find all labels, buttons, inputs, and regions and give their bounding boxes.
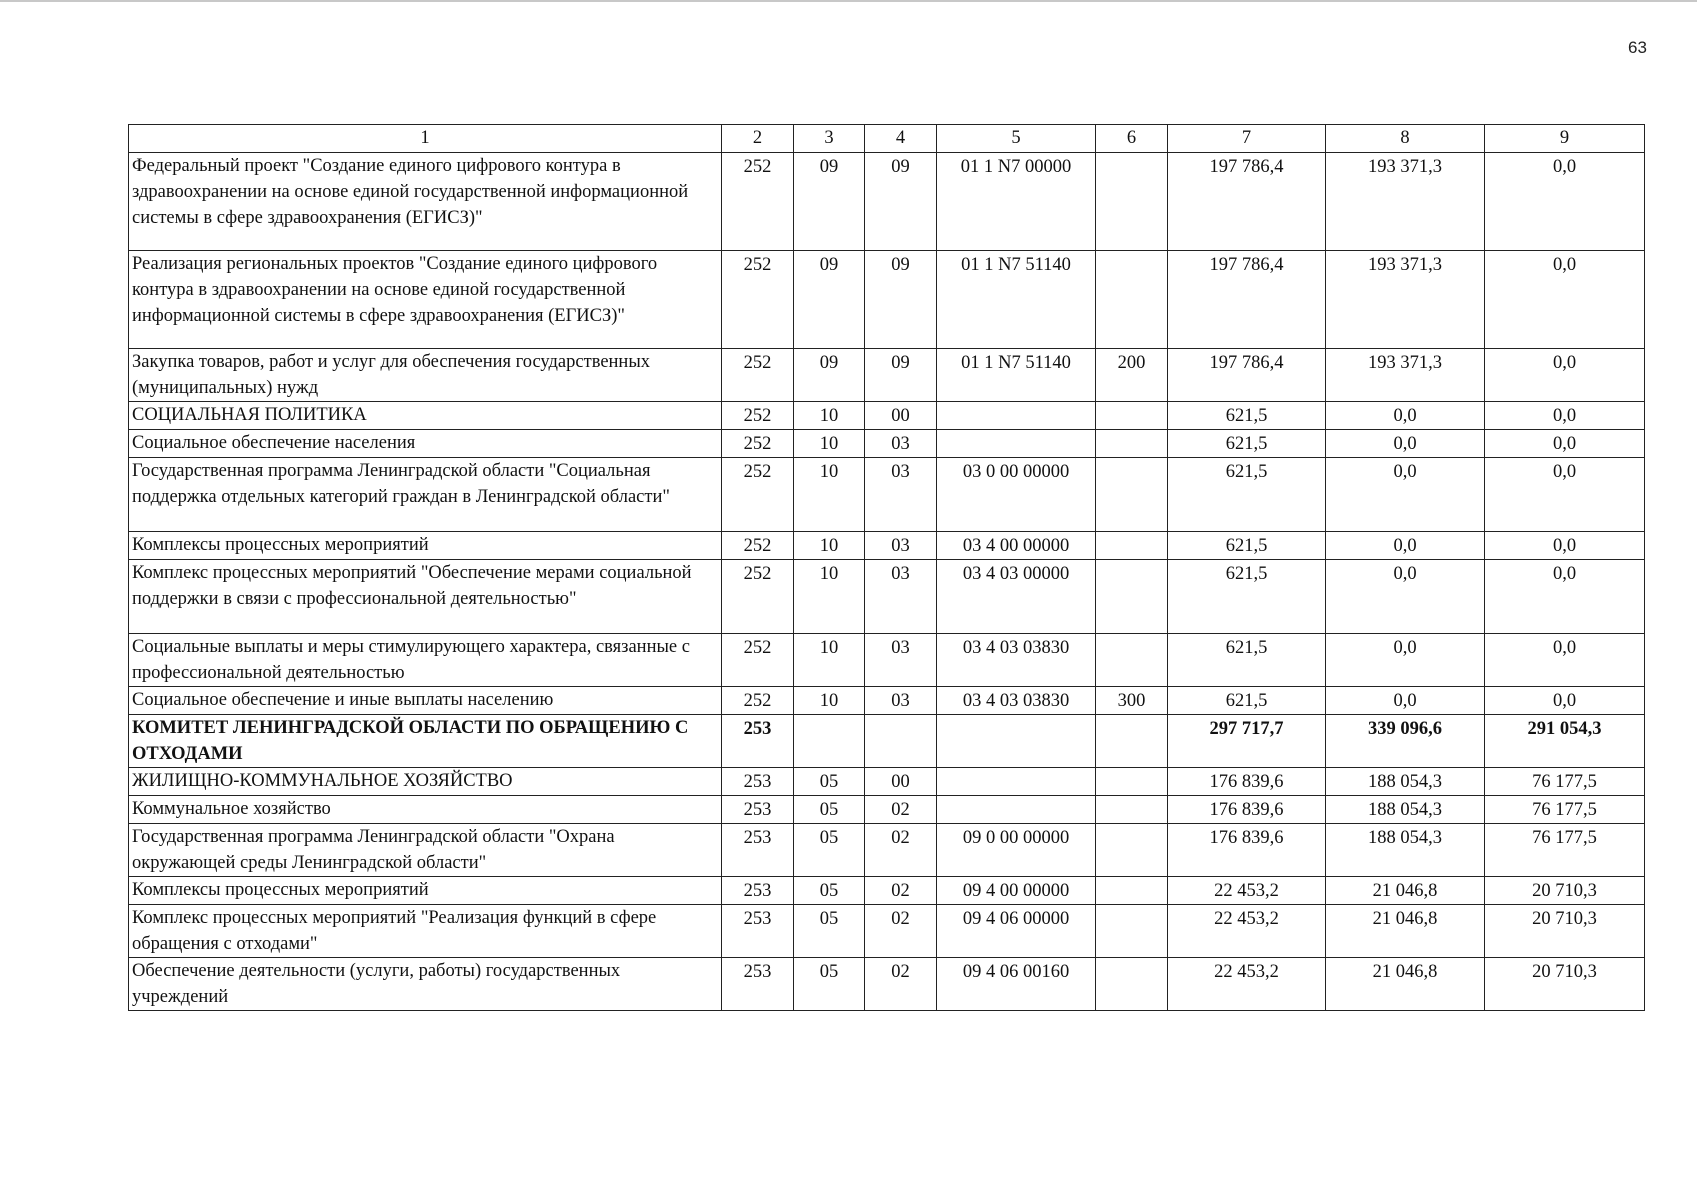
table-row	[129, 796, 1645, 824]
amount-2023-cell: 621,5	[1168, 402, 1326, 430]
subsection-cell	[865, 715, 937, 768]
amount-2024-cell: 0,0	[1326, 560, 1485, 634]
amount-2024-cell: 0,0	[1326, 458, 1485, 532]
expense-type-cell	[1096, 532, 1168, 560]
section-cell	[794, 715, 865, 768]
expense-type-cell	[1096, 458, 1168, 532]
grbs-cell: 253	[722, 768, 794, 796]
table-row	[129, 402, 1645, 430]
amount-2023-cell: 197 786,4	[1168, 349, 1326, 402]
item-name-cell: Комплексы процессных мероприятий	[129, 877, 722, 905]
grbs-cell: 252	[722, 251, 794, 349]
target-article-cell	[937, 402, 1096, 430]
target-article-cell: 03 4 03 03830	[937, 634, 1096, 687]
amount-2024-cell: 0,0	[1326, 532, 1485, 560]
section-cell: 10	[794, 560, 865, 634]
grbs-cell: 253	[722, 796, 794, 824]
item-name-cell: Комплекс процессных мероприятий "Обеспечение мерами социальной поддержки в связи с профессиональной деятельностью"	[129, 560, 722, 634]
grbs-cell: 252	[722, 430, 794, 458]
section-cell: 10	[794, 402, 865, 430]
amount-2023-cell: 621,5	[1168, 634, 1326, 687]
item-name-cell: Социальное обеспечение и иные выплаты населению	[129, 687, 722, 715]
subsection-cell: 00	[865, 768, 937, 796]
grbs-cell: 253	[722, 877, 794, 905]
amount-2024-cell: 0,0	[1326, 430, 1485, 458]
section-cell: 05	[794, 958, 865, 1011]
item-name-cell: Социальные выплаты и меры стимулирующего характера, связанные с профессиональной деятельностью	[129, 634, 722, 687]
expense-type-cell	[1096, 634, 1168, 687]
section-cell: 10	[794, 687, 865, 715]
amount-2025-cell: 0,0	[1485, 251, 1645, 349]
amount-2023-cell: 176 839,6	[1168, 824, 1326, 877]
table-row	[129, 153, 1645, 251]
subsection-cell: 09	[865, 349, 937, 402]
item-name-cell: Комплексы процессных мероприятий	[129, 532, 722, 560]
table-row	[129, 958, 1645, 1011]
target-article-cell: 01 1 N7 51140	[937, 349, 1096, 402]
target-article-cell	[937, 430, 1096, 458]
table-row	[129, 768, 1645, 796]
target-article-cell: 09 4 06 00000	[937, 905, 1096, 958]
section-cell: 05	[794, 796, 865, 824]
section-cell: 10	[794, 458, 865, 532]
table-row	[129, 715, 1645, 768]
amount-2023-cell: 197 786,4	[1168, 153, 1326, 251]
subsection-cell: 03	[865, 430, 937, 458]
grbs-cell: 252	[722, 634, 794, 687]
expense-type-cell	[1096, 824, 1168, 877]
amount-2025-cell: 20 710,3	[1485, 877, 1645, 905]
subsection-cell: 03	[865, 532, 937, 560]
amount-2025-cell: 0,0	[1485, 532, 1645, 560]
subsection-cell: 03	[865, 458, 937, 532]
header-cell: 9	[1485, 125, 1645, 153]
expense-type-cell	[1096, 430, 1168, 458]
section-cell: 09	[794, 251, 865, 349]
item-name-cell: Государственная программа Ленинградской области "Охрана окружающей среды Ленинградской области"	[129, 824, 722, 877]
expense-type-cell	[1096, 877, 1168, 905]
section-cell: 10	[794, 634, 865, 687]
grbs-cell: 253	[722, 905, 794, 958]
expense-type-cell	[1096, 715, 1168, 768]
expense-type-cell	[1096, 560, 1168, 634]
amount-2025-cell: 20 710,3	[1485, 958, 1645, 1011]
amount-2024-cell: 188 054,3	[1326, 824, 1485, 877]
subsection-cell: 09	[865, 251, 937, 349]
expense-type-cell	[1096, 251, 1168, 349]
grbs-cell: 253	[722, 715, 794, 768]
amount-2024-cell: 0,0	[1326, 634, 1485, 687]
amount-2025-cell: 0,0	[1485, 349, 1645, 402]
section-cell: 10	[794, 532, 865, 560]
amount-2025-cell: 0,0	[1485, 402, 1645, 430]
item-name-cell: Закупка товаров, работ и услуг для обеспечения государственных (муниципальных) нужд	[129, 349, 722, 402]
subsection-cell: 03	[865, 687, 937, 715]
amount-2024-cell: 339 096,6	[1326, 715, 1485, 768]
amount-2023-cell: 621,5	[1168, 532, 1326, 560]
header-cell: 1	[129, 125, 722, 153]
item-name-cell: Обеспечение деятельности (услуги, работы) государственных учреждений	[129, 958, 722, 1011]
item-name-cell: СОЦИАЛЬНАЯ ПОЛИТИКА	[129, 402, 722, 430]
item-name-cell: Федеральный проект "Создание единого цифрового контура в здравоохранении на основе единой государственной информационной системы в сфере здравоохранения (ЕГИСЗ)"	[129, 153, 722, 251]
amount-2024-cell: 21 046,8	[1326, 905, 1485, 958]
amount-2025-cell: 0,0	[1485, 560, 1645, 634]
subsection-cell: 02	[865, 796, 937, 824]
amount-2023-cell: 22 453,2	[1168, 877, 1326, 905]
target-article-cell	[937, 796, 1096, 824]
scan-top-edge	[0, 0, 1697, 2]
item-name-cell: Комплекс процессных мероприятий "Реализация функций в сфере обращения с отходами"	[129, 905, 722, 958]
table-row	[129, 430, 1645, 458]
target-article-cell: 09 0 00 00000	[937, 824, 1096, 877]
expense-type-cell	[1096, 153, 1168, 251]
target-article-cell: 03 4 03 00000	[937, 560, 1096, 634]
amount-2025-cell: 76 177,5	[1485, 824, 1645, 877]
grbs-cell: 252	[722, 687, 794, 715]
item-name-cell: КОМИТЕТ ЛЕНИНГРАДСКОЙ ОБЛАСТИ ПО ОБРАЩЕНИЮ С ОТХОДАМИ	[129, 715, 722, 768]
section-cell: 09	[794, 153, 865, 251]
table-row	[129, 687, 1645, 715]
amount-2023-cell: 621,5	[1168, 458, 1326, 532]
amount-2024-cell: 21 046,8	[1326, 958, 1485, 1011]
amount-2023-cell: 297 717,7	[1168, 715, 1326, 768]
amount-2025-cell: 0,0	[1485, 153, 1645, 251]
table-row	[129, 877, 1645, 905]
amount-2024-cell: 188 054,3	[1326, 768, 1485, 796]
header-cell: 8	[1326, 125, 1485, 153]
subsection-cell: 02	[865, 905, 937, 958]
header-cell: 2	[722, 125, 794, 153]
section-cell: 05	[794, 768, 865, 796]
grbs-cell: 252	[722, 153, 794, 251]
subsection-cell: 02	[865, 824, 937, 877]
amount-2025-cell: 76 177,5	[1485, 768, 1645, 796]
item-name-cell: ЖИЛИЩНО-КОММУНАЛЬНОЕ ХОЗЯЙСТВО	[129, 768, 722, 796]
target-article-cell: 09 4 06 00160	[937, 958, 1096, 1011]
amount-2025-cell: 0,0	[1485, 634, 1645, 687]
expense-type-cell: 300	[1096, 687, 1168, 715]
grbs-cell: 253	[722, 958, 794, 1011]
amount-2025-cell: 0,0	[1485, 458, 1645, 532]
budget-table	[128, 124, 1645, 1011]
amount-2024-cell: 21 046,8	[1326, 877, 1485, 905]
grbs-cell: 252	[722, 402, 794, 430]
column-number-header-row	[129, 125, 1645, 153]
target-article-cell: 03 0 00 00000	[937, 458, 1096, 532]
header-cell: 7	[1168, 125, 1326, 153]
target-article-cell	[937, 768, 1096, 796]
section-cell: 05	[794, 877, 865, 905]
target-article-cell: 01 1 N7 51140	[937, 251, 1096, 349]
target-article-cell: 01 1 N7 00000	[937, 153, 1096, 251]
amount-2024-cell: 193 371,3	[1326, 251, 1485, 349]
target-article-cell: 03 4 03 03830	[937, 687, 1096, 715]
amount-2025-cell: 0,0	[1485, 430, 1645, 458]
table-row	[129, 251, 1645, 349]
subsection-cell: 09	[865, 153, 937, 251]
item-name-cell: Реализация региональных проектов "Создание единого цифрового контура в здравоохранении на основе единой государственной информационной системы в сфере здравоохранения (ЕГИСЗ)"	[129, 251, 722, 349]
expense-type-cell	[1096, 768, 1168, 796]
grbs-cell: 253	[722, 824, 794, 877]
item-name-cell: Государственная программа Ленинградской области "Социальная поддержка отдельных категорий граждан в Ленинградской области"	[129, 458, 722, 532]
amount-2025-cell: 291 054,3	[1485, 715, 1645, 768]
table-row	[129, 634, 1645, 687]
item-name-cell: Социальное обеспечение населения	[129, 430, 722, 458]
amount-2025-cell: 76 177,5	[1485, 796, 1645, 824]
item-name-cell: Коммунальное хозяйство	[129, 796, 722, 824]
expense-type-cell	[1096, 402, 1168, 430]
amount-2024-cell: 0,0	[1326, 687, 1485, 715]
subsection-cell: 03	[865, 560, 937, 634]
target-article-cell: 09 4 00 00000	[937, 877, 1096, 905]
expense-type-cell: 200	[1096, 349, 1168, 402]
subsection-cell: 02	[865, 877, 937, 905]
amount-2023-cell: 621,5	[1168, 560, 1326, 634]
expense-type-cell	[1096, 905, 1168, 958]
amount-2023-cell: 621,5	[1168, 430, 1326, 458]
amount-2024-cell: 188 054,3	[1326, 796, 1485, 824]
amount-2024-cell: 193 371,3	[1326, 349, 1485, 402]
section-cell: 05	[794, 905, 865, 958]
table-row	[129, 458, 1645, 532]
section-cell: 09	[794, 349, 865, 402]
expense-type-cell	[1096, 958, 1168, 1011]
grbs-cell: 252	[722, 458, 794, 532]
amount-2023-cell: 197 786,4	[1168, 251, 1326, 349]
table-row	[129, 532, 1645, 560]
header-cell: 4	[865, 125, 937, 153]
expense-type-cell	[1096, 796, 1168, 824]
amount-2023-cell: 621,5	[1168, 687, 1326, 715]
amount-2023-cell: 176 839,6	[1168, 796, 1326, 824]
amount-2023-cell: 176 839,6	[1168, 768, 1326, 796]
amount-2024-cell: 193 371,3	[1326, 153, 1485, 251]
header-cell: 6	[1096, 125, 1168, 153]
subsection-cell: 02	[865, 958, 937, 1011]
header-cell: 5	[937, 125, 1096, 153]
table-row	[129, 824, 1645, 877]
section-cell: 10	[794, 430, 865, 458]
amount-2024-cell: 0,0	[1326, 402, 1485, 430]
header-cell: 3	[794, 125, 865, 153]
table-row	[129, 905, 1645, 958]
grbs-cell: 252	[722, 560, 794, 634]
subsection-cell: 00	[865, 402, 937, 430]
page-number: 63	[1628, 38, 1647, 57]
subsection-cell: 03	[865, 634, 937, 687]
grbs-cell: 252	[722, 532, 794, 560]
target-article-cell	[937, 715, 1096, 768]
amount-2025-cell: 20 710,3	[1485, 905, 1645, 958]
amount-2023-cell: 22 453,2	[1168, 905, 1326, 958]
amount-2025-cell: 0,0	[1485, 687, 1645, 715]
table-row	[129, 560, 1645, 634]
table-row	[129, 349, 1645, 402]
section-cell: 05	[794, 824, 865, 877]
target-article-cell: 03 4 00 00000	[937, 532, 1096, 560]
amount-2023-cell: 22 453,2	[1168, 958, 1326, 1011]
grbs-cell: 252	[722, 349, 794, 402]
table-body	[129, 125, 1645, 1011]
